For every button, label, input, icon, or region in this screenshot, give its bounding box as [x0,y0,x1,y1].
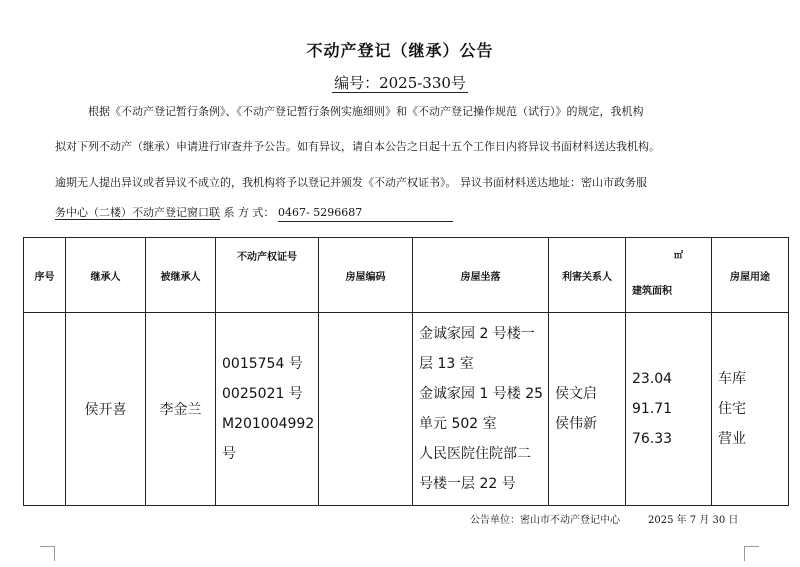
serial-number: 编号：2025-330号 [334,74,466,92]
cell-location [413,313,549,506]
cell-usage [712,313,789,506]
cert-line: 0025021 号 [222,386,303,402]
notice-serial [0,72,800,93]
table-header-row [24,238,789,313]
cert-line: 号 [222,446,236,462]
area-label: 建筑面积 [632,286,672,297]
cert-line: M201004992 [222,416,315,432]
page-corner-mark [744,546,759,561]
location-line: 单元 502 室 [419,416,497,432]
interested-line: 侯文启 [555,386,597,402]
area-value: 91.71 [632,401,673,417]
area-value: 76.33 [632,431,673,447]
header-location: 房屋坐落 [413,238,549,313]
header-usage: 房屋用途 [712,238,789,313]
header-interested: 利害关系人 [549,238,626,313]
cell-seq [24,313,66,506]
location-line: 金诚家园 2 号楼一 [419,326,535,342]
location-line: 层 13 室 [419,356,474,372]
notice-paragraph-line-1: 根据《不动产登记暂行条例》、《不动产登记暂行条例实施细则》和《不动产登记操作规范（试行）》的规定，我机构 [88,105,644,118]
cell-heir: 侯开喜 [66,313,146,506]
location-line: 号楼一层 22 号 [419,476,516,492]
registration-table [23,237,789,506]
issue-date: 2025 年 7 月 30 日 [648,515,739,526]
address-text: 务中心（二楼）不动产登记窗口联 [55,206,220,219]
location-line: 金诚家园 1 号楼 25 [419,386,544,402]
cell-cert [216,313,319,506]
cert-line: 0015754 号 [222,356,303,372]
header-seq: 序号 [24,238,66,313]
cell-house-code [319,313,413,506]
header-cert: 不动产权证号 [216,238,319,313]
area-value: 23.04 [632,371,673,387]
cell-interested [549,313,626,506]
location-line: 人民医院住院部二 [419,446,531,462]
page-corner-mark [40,546,55,561]
cell-area [626,313,712,506]
notice-paragraph-line-4 [55,205,755,222]
cell-decedent: 李金兰 [146,313,216,506]
contact-label: 系 方 式： [223,206,275,219]
notice-paragraph-line-3: 逾期无人提出异议或者异议不成立的，我机构将予以登记并颁发《不动产权证书》。 异议书面材料送达地址：密山市政务服 [55,176,647,189]
issuer: 公告单位：密山市不动产登记中心 [470,515,620,526]
usage-value: 住宅 [718,401,746,417]
usage-value: 车库 [718,371,746,387]
notice-footer [470,511,738,526]
area-unit: ㎡ [673,251,683,261]
contact-phone: 0467- 5296687 [278,205,453,222]
header-area [626,238,712,313]
interested-line: 侯伟新 [555,416,597,432]
header-heir: 继承人 [66,238,146,313]
usage-value: 营业 [718,431,746,447]
table-row [24,313,789,506]
header-house-code: 房屋编码 [319,238,413,313]
header-decedent: 被继承人 [146,238,216,313]
notice-title: 不动产登记（继承）公告 [306,41,494,60]
notice-paragraph-line-2: 拟对下列不动产（继承）申请进行审查并予公告。如有异议，请自本公告之日起十五个工作日内将异议书面材料送达我机构。 [55,140,660,153]
